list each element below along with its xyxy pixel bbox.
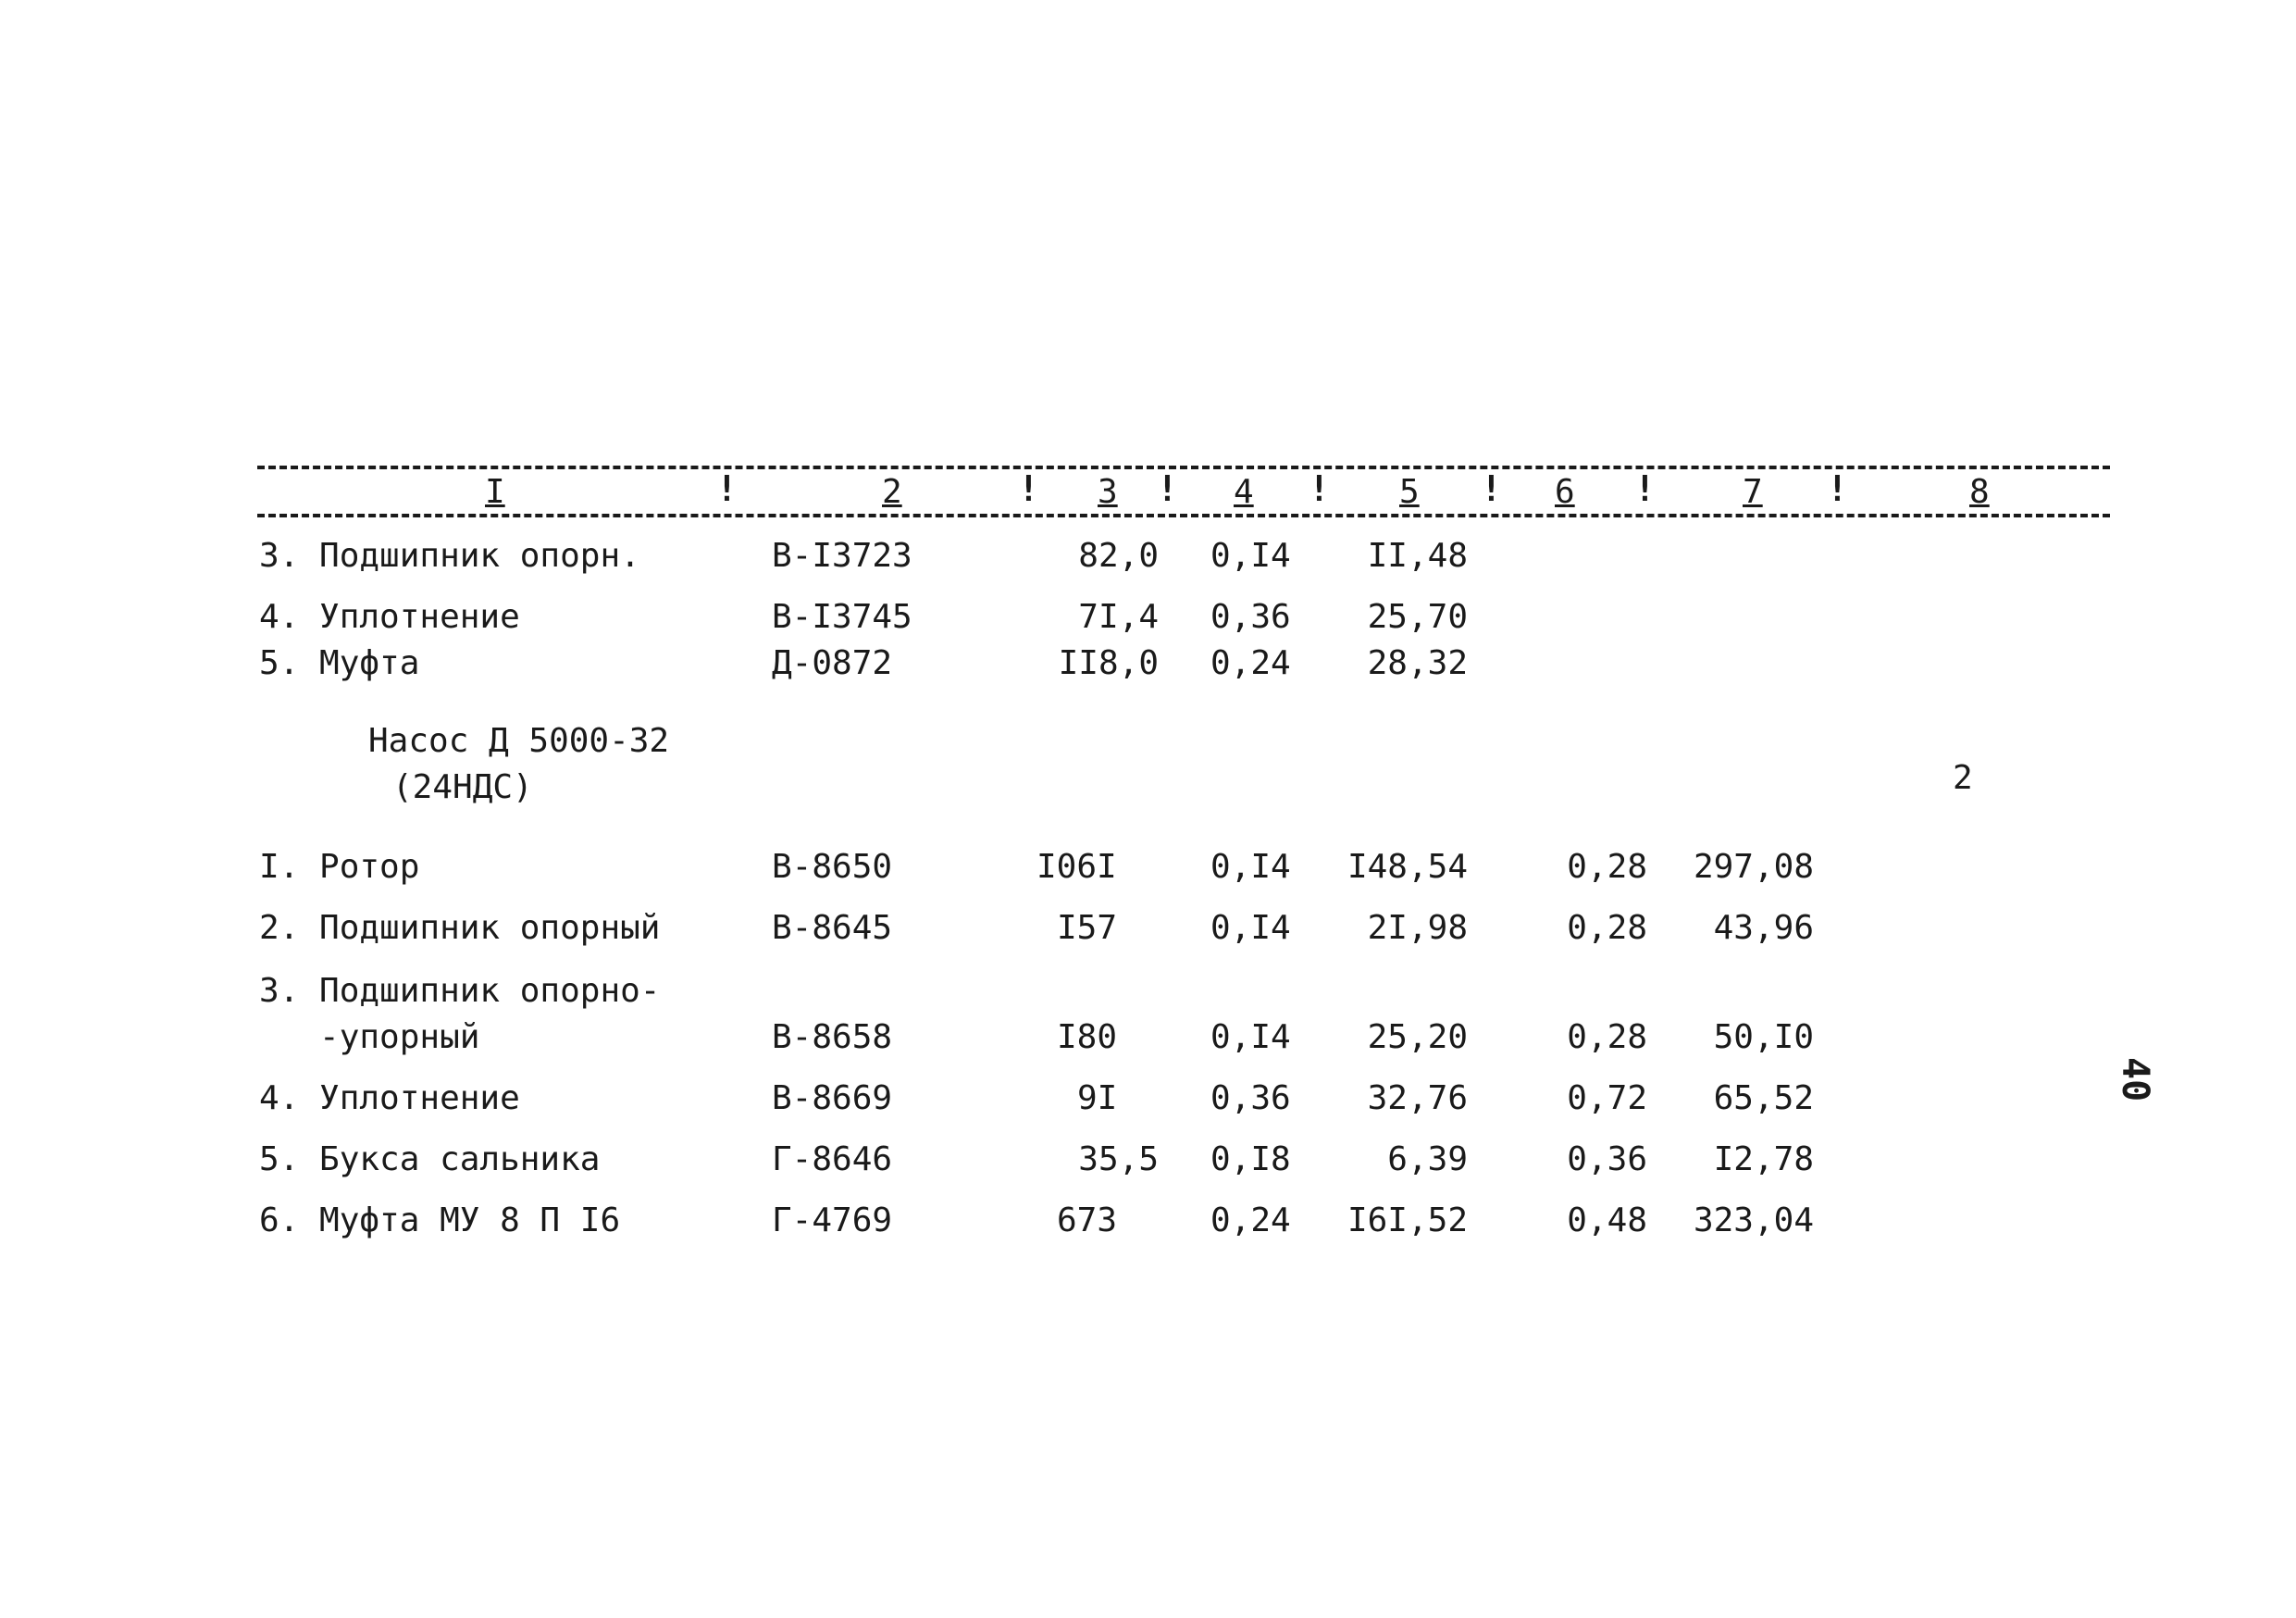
row-col4: 0,I4	[1210, 537, 1291, 575]
row-col5: II,48	[1367, 537, 1468, 575]
row-code: В-8645	[772, 909, 893, 947]
row-name: 5. Муфта	[259, 644, 420, 682]
row-col6: 0,72	[1567, 1079, 1647, 1117]
row-col4: 0,I8	[1210, 1140, 1291, 1178]
row-col4: 0,24	[1210, 1201, 1291, 1239]
row-col4: 0,I4	[1210, 1018, 1291, 1056]
row-col4: 0,36	[1210, 598, 1291, 636]
row-name: 3. Подшипник опорн.	[259, 537, 640, 575]
row-name: I. Ротор	[259, 848, 420, 886]
column-header-1: I	[485, 473, 505, 511]
column-header-5: 5	[1399, 473, 1420, 511]
row-col7: 297,08	[1693, 848, 1814, 886]
section-subtitle: (24НДС)	[392, 768, 533, 806]
row-col6: 0,28	[1567, 909, 1647, 947]
row-code: Д-0872	[772, 644, 893, 682]
row-col6: 0,48	[1567, 1201, 1647, 1239]
row-col3: 9I	[1077, 1079, 1118, 1117]
row-col5: 25,70	[1367, 598, 1468, 636]
row-col4: 0,36	[1210, 1079, 1291, 1117]
row-col5: 2I,98	[1367, 909, 1468, 947]
row-col3: I80	[1057, 1018, 1118, 1056]
row-code: В-I3723	[772, 537, 912, 575]
column-header-3: 3	[1098, 473, 1118, 511]
row-col3: 35,5	[1078, 1140, 1159, 1178]
column-header-7: 7	[1743, 473, 1763, 511]
row-name: 5. Букса сальника	[259, 1140, 601, 1178]
row-code: Г-8646	[772, 1140, 893, 1178]
row-code: Г-4769	[772, 1201, 893, 1239]
column-header-8: 8	[1969, 473, 1990, 511]
row-col5: 28,32	[1367, 644, 1468, 682]
row-name: 6. Муфта МУ 8 П I6	[259, 1201, 621, 1239]
row-code: В-8650	[772, 848, 893, 886]
column-separator: !	[1481, 468, 1502, 509]
row-col5: 6,39	[1387, 1140, 1468, 1178]
column-separator: !	[1309, 468, 1330, 509]
column-separator: !	[1018, 468, 1039, 509]
column-separator: !	[1827, 468, 1848, 509]
row-col5: I6I,52	[1347, 1201, 1468, 1239]
row-col3: 82,0	[1078, 537, 1159, 575]
row-code: В-8658	[772, 1018, 893, 1056]
row-col6: 0,28	[1567, 848, 1647, 886]
row-name-continuation: -упорный	[259, 1018, 480, 1056]
row-col3: 673	[1057, 1201, 1118, 1239]
row-col4: 0,24	[1210, 644, 1291, 682]
row-col3: II8,0	[1058, 644, 1159, 682]
column-separator: !	[716, 468, 738, 509]
row-col3: I57	[1057, 909, 1118, 947]
row-col5: 32,76	[1367, 1079, 1468, 1117]
row-col5: 25,20	[1367, 1018, 1468, 1056]
row-col3: 7I,4	[1078, 598, 1159, 636]
page-number: 40	[2114, 1057, 2156, 1102]
row-name: 2. Подшипник опорный	[259, 909, 661, 947]
row-col4: 0,I4	[1210, 909, 1291, 947]
column-separator: !	[1157, 468, 1178, 509]
row-col6: 0,36	[1567, 1140, 1647, 1178]
column-header-4: 4	[1234, 473, 1254, 511]
header-bottom-rule	[257, 514, 2110, 517]
column-header-2: 2	[882, 473, 902, 511]
row-col7: 323,04	[1693, 1201, 1814, 1239]
row-code: В-8669	[772, 1079, 893, 1117]
row-code: В-I3745	[772, 598, 912, 636]
section-col8-value: 2	[1953, 759, 1973, 797]
column-separator: !	[1634, 468, 1656, 509]
section-title: Насос Д 5000-32	[368, 722, 670, 760]
row-col7: 65,52	[1713, 1079, 1814, 1117]
row-name: 4. Уплотнение	[259, 1079, 520, 1117]
row-col5: I48,54	[1347, 848, 1468, 886]
row-name: 3. Подшипник опорно-	[259, 972, 661, 1010]
row-col3: I06I	[1036, 848, 1117, 886]
row-name: 4. Уплотнение	[259, 598, 520, 636]
row-col7: 50,I0	[1713, 1018, 1814, 1056]
column-header-6: 6	[1555, 473, 1575, 511]
row-col6: 0,28	[1567, 1018, 1647, 1056]
row-col7: I2,78	[1713, 1140, 1814, 1178]
row-col4: 0,I4	[1210, 848, 1291, 886]
row-col7: 43,96	[1713, 909, 1814, 947]
